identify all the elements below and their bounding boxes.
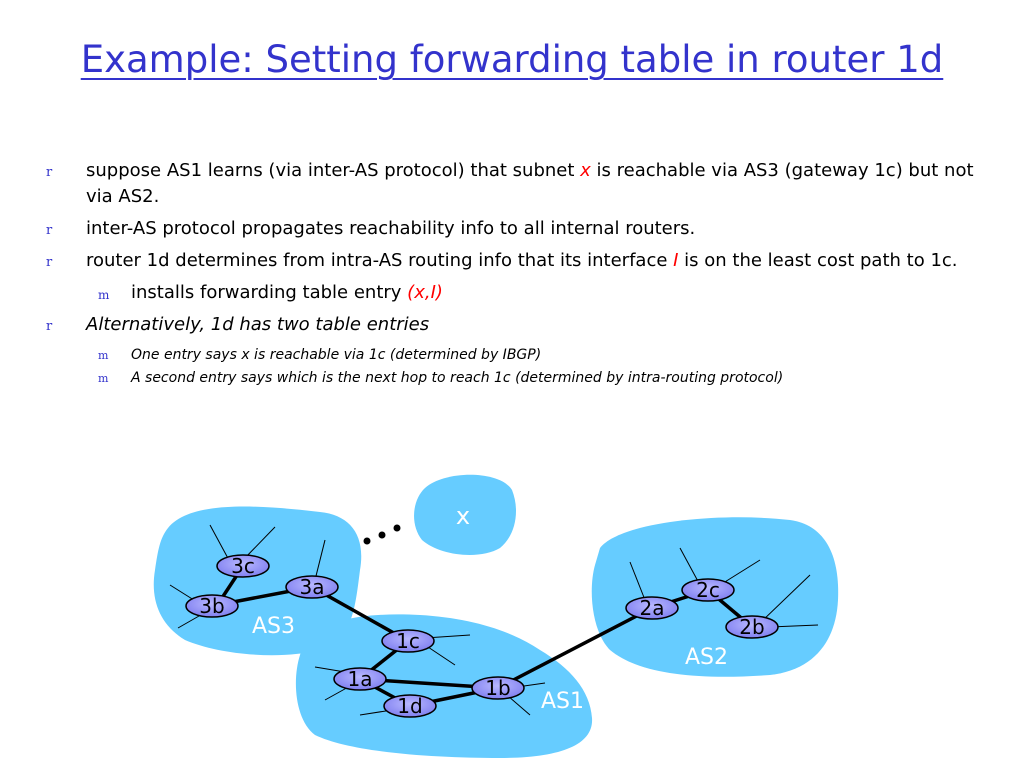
bullet-text: is on the least cost path to 1c. xyxy=(678,250,958,271)
router-label: 2a xyxy=(639,596,665,620)
router-label: 2b xyxy=(739,615,765,639)
router-2a xyxy=(626,596,678,620)
subnet-var: x xyxy=(580,160,591,181)
router-1b xyxy=(472,676,524,700)
bullet-marker: r xyxy=(46,223,53,238)
bullet-marker: r xyxy=(46,165,53,180)
bullet-text: is reachable via AS3 (gateway 1c) but not via AS2. xyxy=(86,160,974,207)
sub-bullet-marker: m xyxy=(98,288,110,302)
router-label: 1b xyxy=(485,676,511,700)
bullet-text: One entry says x is reachable via 1c (determined by IBGP) xyxy=(131,347,542,363)
bullet-text: installs forwarding table entry xyxy=(131,282,408,303)
table-entry-var: (x,I) xyxy=(407,282,443,303)
router-3c xyxy=(217,554,269,578)
bullet-marker: r xyxy=(46,319,53,334)
as3-label: AS3 xyxy=(252,614,296,639)
bullet-marker: r xyxy=(46,255,53,270)
sub-bullet-marker: m xyxy=(98,349,109,362)
router-label: 3b xyxy=(199,594,225,618)
bullet-text: inter-AS protocol propagates reachability info to all internal routers. xyxy=(86,218,696,239)
as2-label: AS2 xyxy=(685,645,729,670)
as1-label: AS1 xyxy=(541,689,585,714)
router-3b xyxy=(186,594,238,618)
router-1a xyxy=(334,667,386,691)
router-1c xyxy=(382,629,434,653)
router-label: 1a xyxy=(347,667,373,691)
bullet-text: Alternatively, 1d has two table entries xyxy=(86,314,430,335)
router-1d xyxy=(384,694,436,718)
interface-var: I xyxy=(673,250,679,271)
bullet-text: router 1d determines from intra-AS routing info that its interface xyxy=(86,250,674,271)
bullet-text: A second entry says which is the next hop to reach 1c (determined by intra-routing protocol) xyxy=(131,370,784,386)
ellipsis xyxy=(364,525,401,545)
router-2c xyxy=(682,578,734,602)
router-2b xyxy=(726,615,778,639)
subnet-x-label: x xyxy=(455,502,471,530)
router-label: 1c xyxy=(396,629,420,653)
router-label: 2c xyxy=(696,578,720,602)
router-label: 1d xyxy=(397,694,423,718)
router-3a xyxy=(286,575,338,599)
bullet-text: suppose AS1 learns (via inter-AS protocol) that subnet xyxy=(86,160,581,181)
router-label: 3c xyxy=(231,554,255,578)
slide-title: Example: Setting forwarding table in router 1d xyxy=(80,38,944,81)
sub-bullet-marker: m xyxy=(98,372,109,385)
router-label: 3a xyxy=(299,575,325,599)
